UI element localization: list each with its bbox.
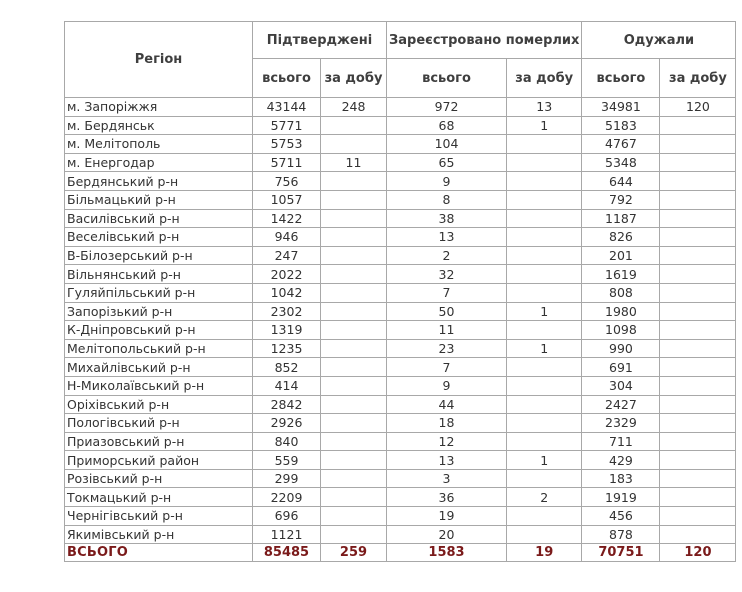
cell-recovered-daily <box>660 283 736 302</box>
cell-recovered-total: 429 <box>582 451 660 470</box>
table-row <box>65 469 736 488</box>
cell-deaths-daily <box>507 209 582 228</box>
cell-recovered-total: 1980 <box>582 302 660 321</box>
cell-region: Мелітопольський р-н <box>65 339 253 358</box>
cell-confirmed-total: 299 <box>253 469 321 488</box>
cell-confirmed-total: 5771 <box>253 116 321 135</box>
cell-recovered-total: 34981 <box>582 98 660 117</box>
cell-deaths-total: 38 <box>387 209 507 228</box>
cell-confirmed-total: 2022 <box>253 265 321 284</box>
table-row <box>65 246 736 265</box>
covid-statistics-table <box>64 21 736 562</box>
cell-deaths-total: 3 <box>387 469 507 488</box>
cell-confirmed-total: 2302 <box>253 302 321 321</box>
cell-recovered-total: 711 <box>582 432 660 451</box>
cell-confirmed-total: 852 <box>253 358 321 377</box>
cell-recovered-daily <box>660 321 736 340</box>
cell-confirmed-daily <box>321 414 387 433</box>
cell-deaths-total: 20 <box>387 525 507 544</box>
cell-confirmed-total: 840 <box>253 432 321 451</box>
cell-recovered-daily <box>660 451 736 470</box>
table-row <box>65 228 736 247</box>
cell-recovered-daily <box>660 488 736 507</box>
cell-deaths-daily <box>507 321 582 340</box>
table-row <box>65 321 736 340</box>
cell-recovered-daily <box>660 116 736 135</box>
cell-confirmed-total: 414 <box>253 376 321 395</box>
cell-recovered-daily <box>660 395 736 414</box>
cell-confirmed-total: 1319 <box>253 321 321 340</box>
cell-recovered-daily <box>660 302 736 321</box>
table-row <box>65 190 736 209</box>
cell-region: Михайлівський р-н <box>65 358 253 377</box>
cell-recovered-daily <box>660 432 736 451</box>
header-confirmed-total: всього <box>253 59 321 98</box>
cell-recovered-daily <box>660 228 736 247</box>
cell-deaths-total: 13 <box>387 451 507 470</box>
cell-deaths-daily <box>507 190 582 209</box>
cell-deaths-total: 50 <box>387 302 507 321</box>
cell-recovered-daily <box>660 153 736 172</box>
table-row <box>65 488 736 507</box>
cell-deaths-daily: 1 <box>507 451 582 470</box>
cell-deaths-daily: 2 <box>507 488 582 507</box>
cell-confirmed-total: 43144 <box>253 98 321 117</box>
cell-deaths-total: 7 <box>387 283 507 302</box>
header-deaths-daily: за добу <box>507 59 582 98</box>
cell-recovered-daily <box>660 246 736 265</box>
cell-confirmed-daily <box>321 488 387 507</box>
cell-confirmed-total: 1121 <box>253 525 321 544</box>
cell-recovered-total: 2329 <box>582 414 660 433</box>
table-row <box>65 507 736 526</box>
cell-region: Токмацький р-н <box>65 488 253 507</box>
cell-confirmed-total: 1042 <box>253 283 321 302</box>
cell-region: м. Енергодар <box>65 153 253 172</box>
cell-deaths-total: 32 <box>387 265 507 284</box>
table-row <box>65 283 736 302</box>
cell-confirmed-daily <box>321 265 387 284</box>
cell-deaths-daily <box>507 414 582 433</box>
table-row <box>65 116 736 135</box>
table-row <box>65 172 736 191</box>
cell-confirmed-total: 2842 <box>253 395 321 414</box>
cell-confirmed-total: 247 <box>253 246 321 265</box>
table-row <box>65 98 736 117</box>
cell-recovered-daily <box>660 358 736 377</box>
cell-deaths-total: 972 <box>387 98 507 117</box>
cell-recovered-total: 4767 <box>582 135 660 154</box>
cell-deaths-daily: 19 <box>507 544 582 562</box>
cell-recovered-daily <box>660 135 736 154</box>
cell-deaths-total: 36 <box>387 488 507 507</box>
header-confirmed: Підтверджені <box>253 22 387 59</box>
cell-region: Приморський район <box>65 451 253 470</box>
total-row <box>65 544 736 562</box>
table-row <box>65 376 736 395</box>
cell-region: Більмацький р-н <box>65 190 253 209</box>
cell-region: Якимівський р-н <box>65 525 253 544</box>
table-row <box>65 302 736 321</box>
cell-deaths-daily <box>507 265 582 284</box>
header-recovered-total: всього <box>582 59 660 98</box>
cell-confirmed-total: 1057 <box>253 190 321 209</box>
cell-confirmed-total: 5711 <box>253 153 321 172</box>
cell-region: Гуляйпільський р-н <box>65 283 253 302</box>
cell-region: Розівський р-н <box>65 469 253 488</box>
cell-region: Приазовський р-н <box>65 432 253 451</box>
cell-recovered-total: 5183 <box>582 116 660 135</box>
cell-confirmed-total: 85485 <box>253 544 321 562</box>
cell-confirmed-daily <box>321 246 387 265</box>
table-header <box>65 22 736 98</box>
cell-recovered-total: 644 <box>582 172 660 191</box>
cell-deaths-total: 1583 <box>387 544 507 562</box>
cell-deaths-total: 65 <box>387 153 507 172</box>
cell-recovered-daily <box>660 507 736 526</box>
cell-recovered-total: 1098 <box>582 321 660 340</box>
cell-confirmed-daily <box>321 228 387 247</box>
cell-confirmed-daily <box>321 321 387 340</box>
cell-confirmed-daily <box>321 135 387 154</box>
cell-confirmed-total: 2209 <box>253 488 321 507</box>
cell-deaths-total: 68 <box>387 116 507 135</box>
cell-deaths-daily: 1 <box>507 302 582 321</box>
table-row <box>65 265 736 284</box>
cell-recovered-total: 1187 <box>582 209 660 228</box>
table-row <box>65 414 736 433</box>
cell-deaths-daily <box>507 507 582 526</box>
cell-deaths-daily: 1 <box>507 339 582 358</box>
cell-recovered-total: 878 <box>582 525 660 544</box>
cell-confirmed-total: 946 <box>253 228 321 247</box>
cell-deaths-total: 44 <box>387 395 507 414</box>
cell-deaths-daily <box>507 358 582 377</box>
cell-confirmed-daily <box>321 339 387 358</box>
header-deaths: Зареєстровано померлих <box>387 22 582 59</box>
cell-deaths-daily <box>507 153 582 172</box>
cell-recovered-daily: 120 <box>660 544 736 562</box>
cell-recovered-total: 1619 <box>582 265 660 284</box>
table-row <box>65 395 736 414</box>
cell-recovered-total: 5348 <box>582 153 660 172</box>
cell-recovered-daily <box>660 376 736 395</box>
cell-confirmed-daily: 11 <box>321 153 387 172</box>
cell-recovered-total: 691 <box>582 358 660 377</box>
cell-confirmed-daily <box>321 525 387 544</box>
cell-deaths-daily <box>507 469 582 488</box>
cell-recovered-total: 70751 <box>582 544 660 562</box>
cell-recovered-daily <box>660 172 736 191</box>
cell-recovered-total: 456 <box>582 507 660 526</box>
cell-deaths-daily <box>507 246 582 265</box>
cell-confirmed-daily <box>321 302 387 321</box>
cell-recovered-total: 990 <box>582 339 660 358</box>
table-row <box>65 339 736 358</box>
cell-region: Чернігівський р-н <box>65 507 253 526</box>
cell-region: Н-Миколаївський р-н <box>65 376 253 395</box>
cell-deaths-total: 12 <box>387 432 507 451</box>
cell-region: Оріхівський р-н <box>65 395 253 414</box>
cell-recovered-total: 808 <box>582 283 660 302</box>
header-recovered: Одужали <box>582 22 736 59</box>
table-row <box>65 358 736 377</box>
cell-deaths-total: 11 <box>387 321 507 340</box>
cell-recovered-daily: 120 <box>660 98 736 117</box>
cell-recovered-daily <box>660 265 736 284</box>
cell-recovered-total: 1919 <box>582 488 660 507</box>
cell-deaths-daily <box>507 395 582 414</box>
cell-region: м. Бердянськ <box>65 116 253 135</box>
cell-confirmed-daily <box>321 451 387 470</box>
header-confirmed-daily: за добу <box>321 59 387 98</box>
cell-deaths-total: 104 <box>387 135 507 154</box>
cell-deaths-total: 2 <box>387 246 507 265</box>
cell-deaths-total: 13 <box>387 228 507 247</box>
cell-deaths-daily <box>507 228 582 247</box>
cell-region: Запорізький р-н <box>65 302 253 321</box>
cell-confirmed-total: 2926 <box>253 414 321 433</box>
cell-confirmed-total: 756 <box>253 172 321 191</box>
cell-region: Вільнянський р-н <box>65 265 253 284</box>
cell-recovered-daily <box>660 469 736 488</box>
cell-region: ВСЬОГО <box>65 544 253 562</box>
cell-recovered-total: 304 <box>582 376 660 395</box>
cell-confirmed-daily: 259 <box>321 544 387 562</box>
table-body <box>65 98 736 562</box>
cell-confirmed-total: 1235 <box>253 339 321 358</box>
cell-recovered-daily <box>660 190 736 209</box>
cell-confirmed-daily: 248 <box>321 98 387 117</box>
cell-recovered-daily <box>660 414 736 433</box>
table-row <box>65 135 736 154</box>
cell-confirmed-total: 1422 <box>253 209 321 228</box>
cell-confirmed-daily <box>321 376 387 395</box>
cell-deaths-daily <box>507 283 582 302</box>
cell-deaths-total: 19 <box>387 507 507 526</box>
cell-confirmed-daily <box>321 395 387 414</box>
cell-confirmed-daily <box>321 507 387 526</box>
cell-region: м. Запоріжжя <box>65 98 253 117</box>
cell-region: Веселівський р-н <box>65 228 253 247</box>
table-row <box>65 209 736 228</box>
cell-deaths-daily <box>507 172 582 191</box>
cell-recovered-total: 2427 <box>582 395 660 414</box>
table-row <box>65 153 736 172</box>
cell-recovered-daily <box>660 339 736 358</box>
cell-deaths-total: 18 <box>387 414 507 433</box>
cell-confirmed-daily <box>321 358 387 377</box>
cell-region: В-Білозерський р-н <box>65 246 253 265</box>
cell-deaths-daily: 1 <box>507 116 582 135</box>
cell-confirmed-total: 696 <box>253 507 321 526</box>
cell-region: Василівський р-н <box>65 209 253 228</box>
cell-deaths-total: 8 <box>387 190 507 209</box>
header-deaths-total: всього <box>387 59 507 98</box>
cell-confirmed-daily <box>321 283 387 302</box>
header-region: Регіон <box>65 22 253 98</box>
cell-deaths-total: 7 <box>387 358 507 377</box>
cell-recovered-daily <box>660 209 736 228</box>
cell-deaths-daily <box>507 432 582 451</box>
cell-region: К-Дніпровський р-н <box>65 321 253 340</box>
cell-confirmed-daily <box>321 172 387 191</box>
header-recovered-daily: за добу <box>660 59 736 98</box>
cell-deaths-total: 23 <box>387 339 507 358</box>
cell-region: Бердянський р-н <box>65 172 253 191</box>
cell-deaths-daily <box>507 135 582 154</box>
cell-deaths-daily <box>507 525 582 544</box>
cell-confirmed-daily <box>321 469 387 488</box>
cell-confirmed-daily <box>321 190 387 209</box>
cell-confirmed-daily <box>321 432 387 451</box>
cell-recovered-total: 201 <box>582 246 660 265</box>
cell-confirmed-total: 559 <box>253 451 321 470</box>
cell-deaths-total: 9 <box>387 172 507 191</box>
table-row <box>65 451 736 470</box>
cell-region: м. Мелітополь <box>65 135 253 154</box>
cell-recovered-daily <box>660 525 736 544</box>
cell-confirmed-daily <box>321 209 387 228</box>
cell-recovered-total: 183 <box>582 469 660 488</box>
cell-confirmed-daily <box>321 116 387 135</box>
cell-deaths-daily <box>507 376 582 395</box>
cell-deaths-total: 9 <box>387 376 507 395</box>
table-row <box>65 432 736 451</box>
cell-region: Пологівський р-н <box>65 414 253 433</box>
cell-recovered-total: 826 <box>582 228 660 247</box>
table-row <box>65 525 736 544</box>
cell-deaths-daily: 13 <box>507 98 582 117</box>
cell-recovered-total: 792 <box>582 190 660 209</box>
cell-confirmed-total: 5753 <box>253 135 321 154</box>
